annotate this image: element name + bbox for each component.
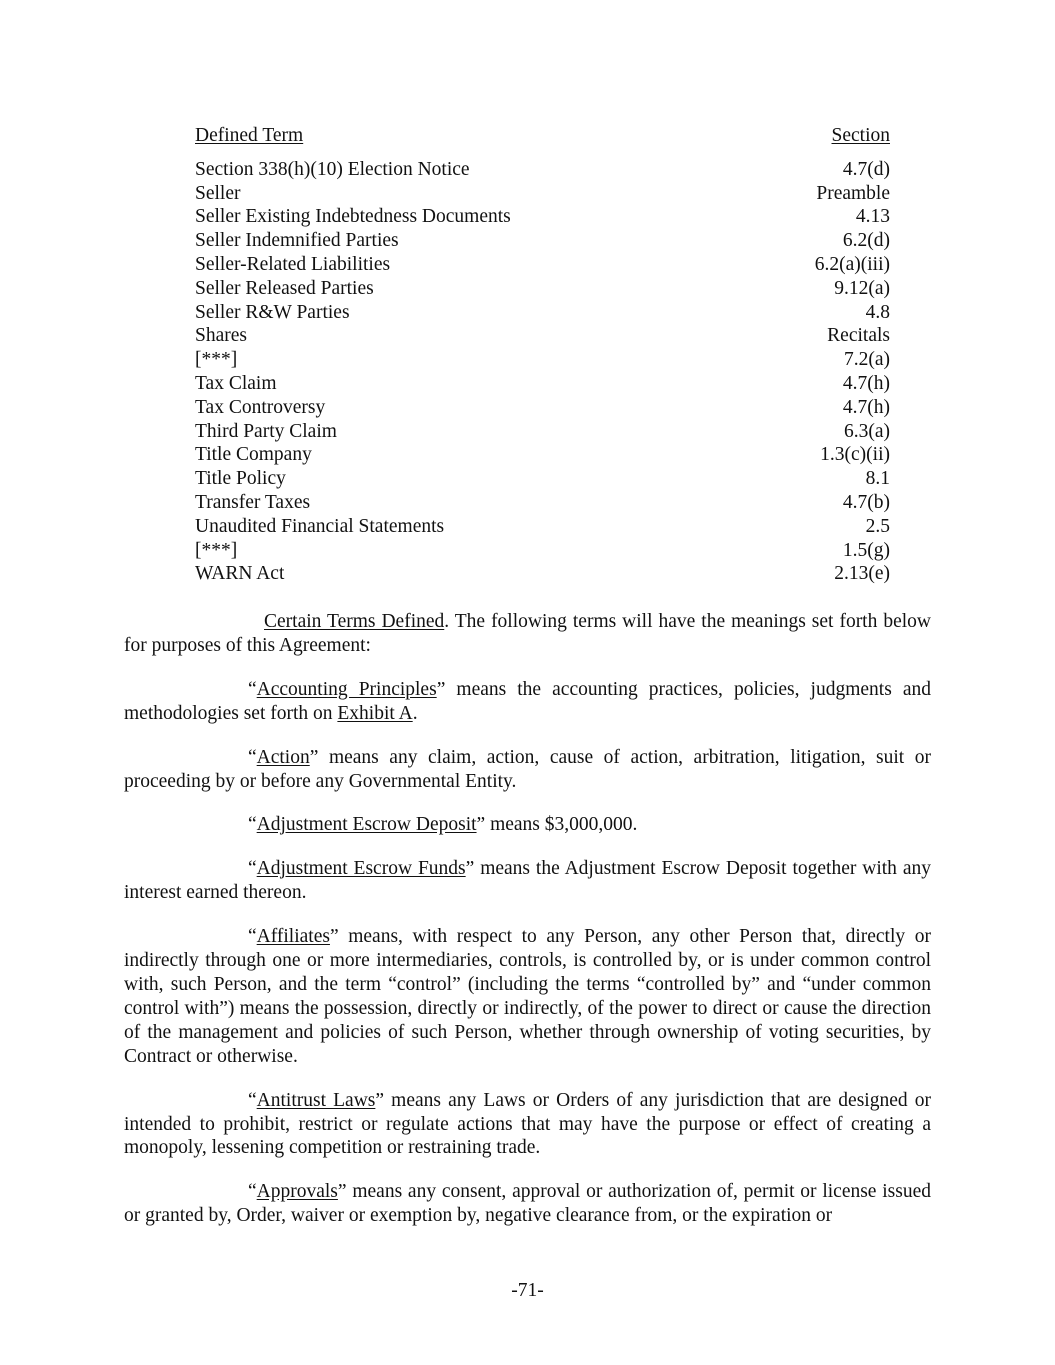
column-header-defined-term: Defined Term	[195, 125, 304, 146]
defined-term-cell: [***]	[195, 349, 238, 371]
defined-term: Affiliates	[256, 926, 330, 948]
defined-term-cell: [***]	[195, 539, 238, 561]
section-cell: 4.7(b)	[842, 491, 890, 513]
section-cell: 1.5(g)	[842, 539, 890, 561]
column-header-section: Section	[831, 125, 890, 146]
definition-end: .	[412, 702, 418, 724]
defined-term-cell: Third Party Claim	[195, 420, 337, 442]
table-row	[195, 491, 890, 515]
page-number: -71-	[511, 1280, 544, 1301]
table-row	[195, 253, 890, 277]
section-cell: 4.7(h)	[842, 372, 890, 394]
definition-text: ” means any consent, approval or authorization of, permit or license issued or granted by, Order, waiver or exemption by, negative clearance from, or the expiration or	[124, 1181, 931, 1227]
defined-term-cell: Seller Indemnified Parties	[195, 230, 399, 252]
section-cell: 7.2(a)	[843, 349, 890, 371]
defined-term: Action	[256, 746, 310, 768]
section-cell: 1.3(c)(ii)	[820, 444, 890, 466]
table-row	[195, 277, 890, 301]
exhibit-reference: Exhibit A	[337, 702, 413, 724]
definition-approvals	[124, 1180, 931, 1228]
table-row	[195, 205, 890, 229]
defined-term-cell: Tax Controversy	[195, 396, 326, 418]
section-cell: Recitals	[827, 325, 890, 347]
defined-term-cell: Seller Released Parties	[195, 277, 374, 299]
table-row	[195, 539, 890, 563]
table-row	[195, 443, 890, 467]
section-cell: 6.2(a)(iii)	[814, 253, 890, 275]
defined-term-cell: Seller R&W Parties	[195, 301, 350, 323]
open-quote: “	[248, 858, 257, 880]
definition-text: ” means any Laws or Orders of any jurisdiction that are designed or intended to prohibit, restrict or regulate actions that may have the purpose or effect of creating a monopoly, lessening competition or restraining trade.	[124, 1089, 932, 1159]
defined-term-cell: Seller Existing Indebtedness Documents	[195, 206, 511, 228]
table-row	[195, 301, 890, 325]
section-cell: 6.3(a)	[843, 420, 890, 442]
defined-term: Adjustment Escrow Deposit	[256, 814, 477, 836]
table-row	[195, 515, 890, 539]
table-row	[195, 182, 890, 206]
table-row	[195, 229, 890, 253]
definition-text: ” means, with respect to any Person, any other Person that, directly or indirectly through one or more intermediaries, controls, is controlled by, or is under common control with, such Person, and the term “control” (including the terms “controlled by” and “under common control with”) means the possession, directly or indirectly, of the power to direct or cause the direction of the management and policies of such Person, whether through ownership of voting securities, by Contract or otherwise.	[124, 926, 931, 1067]
definition-adjustment-escrow-funds	[124, 857, 931, 905]
open-quote: “	[248, 926, 257, 948]
table-row	[195, 158, 890, 182]
defined-term: Antitrust Laws	[256, 1089, 376, 1111]
table-header	[195, 124, 890, 148]
table-row	[195, 348, 890, 372]
table-row	[195, 324, 890, 348]
section-cell: 2.13(e)	[834, 563, 890, 585]
section-cell: Preamble	[816, 182, 890, 204]
table-row	[195, 467, 890, 491]
defined-term-cell: Shares	[195, 325, 247, 347]
table-row	[195, 396, 890, 420]
defined-term-cell: Tax Claim	[195, 372, 277, 394]
open-quote: “	[248, 1181, 257, 1203]
defined-term-cell: Title Policy	[195, 468, 286, 490]
section-cell: 9.12(a)	[834, 277, 890, 299]
defined-term-cell: Section 338(h)(10) Election Notice	[195, 158, 470, 180]
section-cell: 8.1	[865, 468, 890, 490]
section-cell: 6.2(d)	[842, 230, 890, 252]
defined-terms-table	[195, 124, 890, 586]
table-row	[195, 420, 890, 444]
section-cell: 4.7(h)	[842, 396, 890, 418]
defined-term-cell: Seller	[195, 182, 241, 204]
intro-paragraph	[124, 610, 931, 658]
table-row	[195, 562, 890, 586]
section-cell: 4.7(d)	[842, 158, 890, 180]
open-quote: “	[248, 814, 257, 836]
intro-heading: Certain Terms Defined	[264, 611, 445, 632]
table-row	[195, 372, 890, 396]
section-cell: 2.5	[865, 515, 890, 537]
intro-text: . The following terms will have the meanings set forth below for purposes of this Agreement:	[124, 611, 931, 656]
defined-term-cell: Title Company	[195, 444, 312, 466]
table-body	[195, 158, 890, 586]
definition-antitrust-laws	[124, 1089, 931, 1161]
definition-text: ” means the accounting practices, policies, judgments and methodologies set forth on	[124, 678, 932, 724]
defined-term-cell: Transfer Taxes	[195, 491, 311, 513]
defined-term-cell: WARN Act	[195, 563, 285, 585]
definition-text: ” means any claim, action, cause of action, arbitration, litigation, suit or proceeding by or before any Governmental Entity.	[124, 746, 931, 792]
definition-text: ” means $3,000,000.	[476, 814, 638, 836]
open-quote: “	[248, 746, 257, 768]
defined-term: Approvals	[256, 1181, 338, 1203]
section-cell: 4.13	[855, 206, 890, 228]
body-text	[124, 610, 931, 1248]
definition-accounting-principles	[124, 678, 931, 726]
defined-term: Accounting Principles	[256, 678, 437, 700]
open-quote: “	[248, 678, 257, 700]
defined-term-cell: Seller-Related Liabilities	[195, 253, 391, 275]
definition-adjustment-escrow-deposit	[124, 813, 931, 837]
definition-affiliates	[124, 925, 931, 1068]
definition-action	[124, 746, 931, 794]
defined-term: Adjustment Escrow Funds	[256, 858, 466, 880]
definition-text: ” means the Adjustment Escrow Deposit together with any interest earned thereon.	[124, 858, 931, 904]
defined-term-cell: Unaudited Financial Statements	[195, 515, 445, 537]
section-cell: 4.8	[865, 301, 890, 323]
open-quote: “	[248, 1089, 257, 1111]
